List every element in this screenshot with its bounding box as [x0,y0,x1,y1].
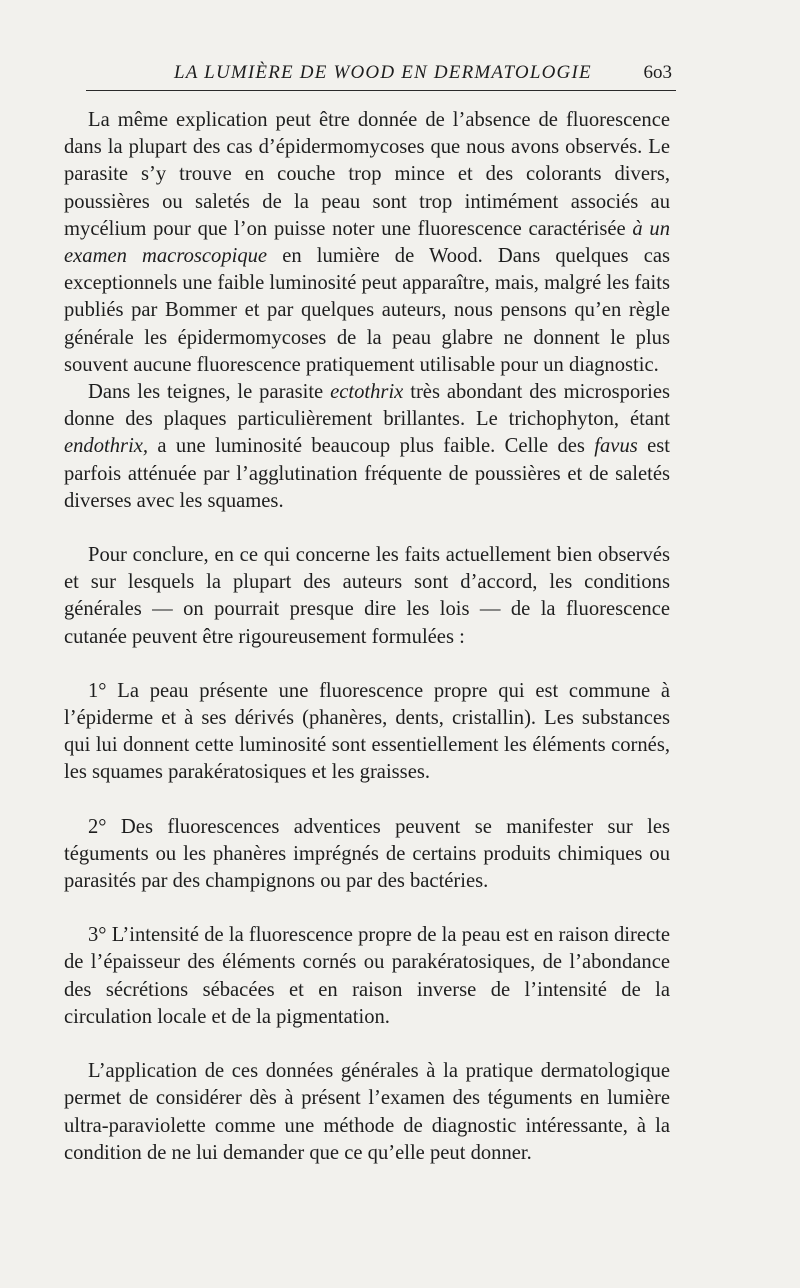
paragraph-5: 2° Des fluorescences adventices peuvent se manifester sur les téguments ou les phanères imprégnés de certains produits chimiques ou parasités par des champignons ou par des bactéries. [64,815,670,893]
running-title: LA LUMIÈRE DE WOOD EN DERMATOLOGIE [174,62,592,83]
paragraph-7: L’application de ces données générales à la pratique dermatologique permet de considérer dès à présent l’examen des téguments en lumière ultra-paraviolette comme une méthode de diagnostic intéressante, à la condition de ne lui demander que ce qu’elle peut donner. [64,1060,670,1164]
paragraph-4: 1° La peau présente une fluorescence propre qui est commune à l’épiderme et à ses dérivés (phanères, dents, cristallin). Les substances qui lui donnent cette luminosité sont essentiellement les éléments cornés, les squames parakératosiques et les graisses. [64,679,670,784]
paragraph-2: Dans les teignes, le parasite ectothrix très abondant des microspories donne des plaques particulièrement brillantes. Le trichophyton, étant endothrix, a une luminosité beaucoup plus faible. Celle des favus est parfois atténuée par l’agglutination fréquente de poussières et de saletés diverses avec les squames. [64,381,670,512]
paragraph-6: 3° L’intensité de la fluorescence propre de la peau est en raison directe de l’épaisseur des éléments cornés ou parakératosiques, de l’abondance des sécrétions sébacées et en raison inverse de l’intensité de la circulation locale et de la pigmentation. [64,924,670,1028]
page-number: 6o3 [643,62,672,83]
page-header [86,60,676,91]
body-text [64,107,670,1167]
paragraph-3: Pour conclure, en ce qui concerne les faits actuellement bien observés et sur lesquels la plupart des auteurs sont d’accord, les conditions générales — on pourrait presque dire les lois — de la fluorescence cutanée peuvent être rigoureusement formulées : [64,544,670,648]
paragraph-1: La même explication peut être donnée de l’absence de fluorescence dans la plupart des cas d’épidermomycoses que nous avons observés. Le parasite s’y trouve en couche trop mince et des colorants divers, poussières ou saletés de la peau sont trop intimément associés au mycélium pour que l’on puisse noter une fluorescence caractérisée à un examen macroscopique en lumière de Wood. Dans quelques cas exceptionnels une faible luminosité peut apparaître, mais, malgré les faits publiés par Bommer et par quelques auteurs, nous pensons qu’en règle générale les épidermomycoses de la peau glabre ne donnent le plus souvent aucune fluorescence pratiquement utilisable pour un diagnostic. [64,109,670,376]
